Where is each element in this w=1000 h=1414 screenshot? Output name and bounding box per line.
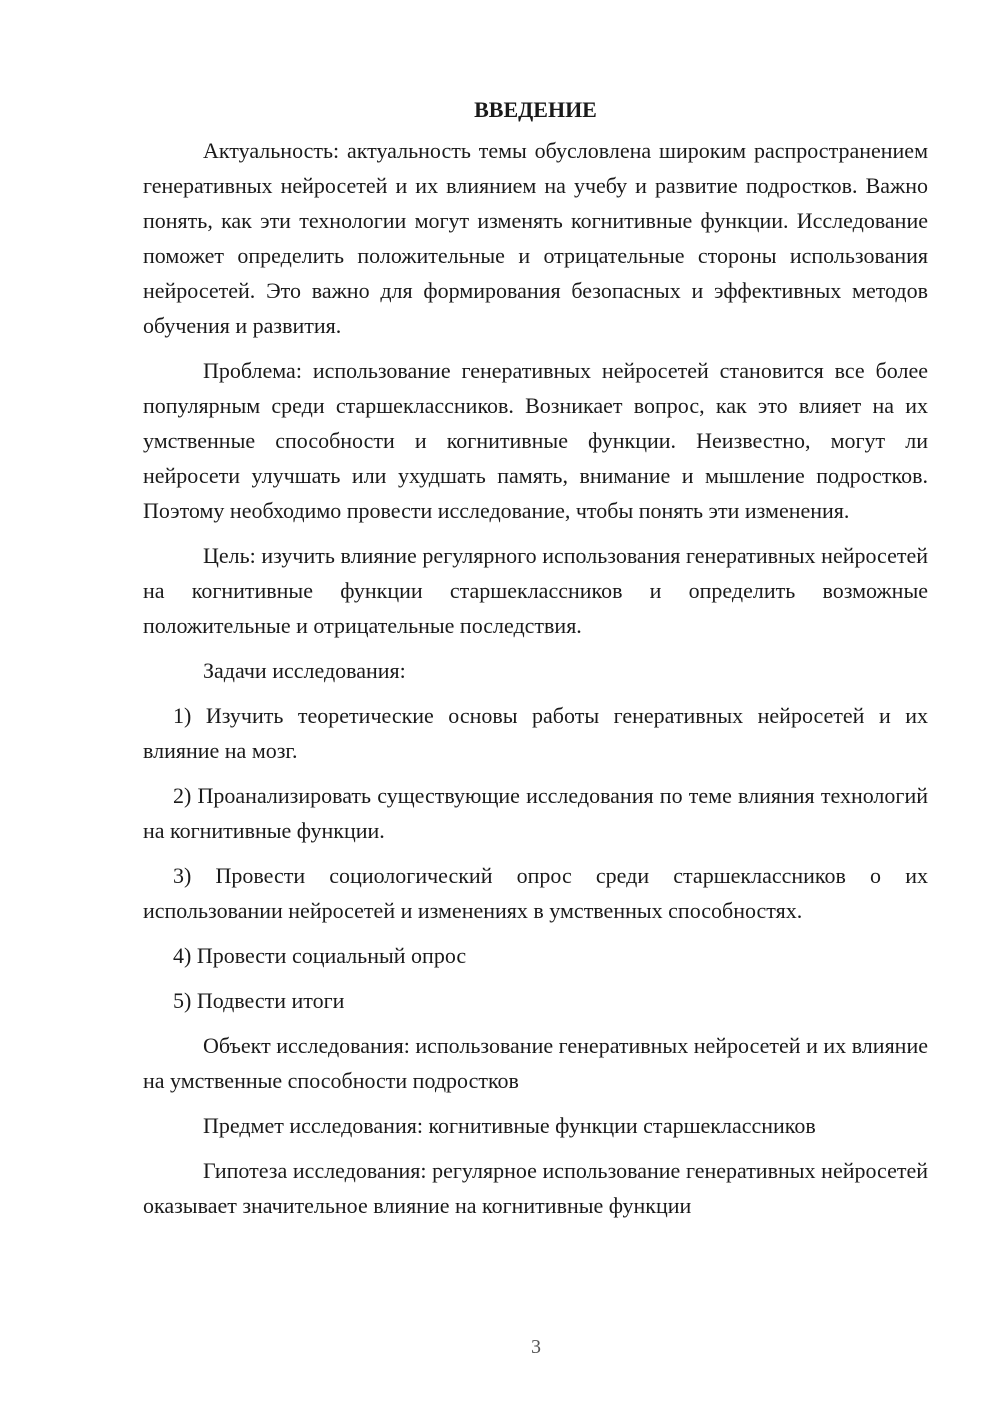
task-item-2: 2) Проанализировать существующие исследования по теме влияния технологий на когнитивные функции. (143, 783, 928, 843)
paragraph-tasks-title: Задачи исследования: (203, 658, 406, 683)
task-item-4: 4) Провести социальный опрос (173, 943, 467, 968)
paragraph-problem: Проблема: использование генеративных нейросетей становится все более популярным среди старшеклассников. Возникает вопрос, как это влияет на их умственные способности и когнитивные функции. Неизвестно, могут ли нейросети улучшать или ухудшать память, внимание и мышление подростков. Поэтому необходимо провести исследование, чтобы понять эти изменения. (143, 358, 928, 523)
paragraph-hypothesis: Гипотеза исследования: регулярное использование генеративных нейросетей оказывает значительное влияние на когнитивные функции (143, 1158, 928, 1218)
page-title: ВВЕДЕНИЕ (474, 97, 597, 122)
task-item-5: 5) Подвести итоги (173, 988, 345, 1013)
page-number: 3 (531, 1336, 541, 1358)
paragraph-relevance: Актуальность: актуальность темы обусловлена широким распространением генеративных нейросетей и их влиянием на учебу и развитие подростков. Важно понять, как эти технологии могут изменять когнитивные функции. Исследование поможет определить положительные и отрицательные стороны использования нейросетей. Это важно для формирования безопасных и эффективных методов обучения и развития. (143, 138, 928, 338)
paragraph-goal: Цель: изучить влияние регулярного использования генеративных нейросетей на когнитивные функции старшеклассников и определить возможные положительные и отрицательные последствия. (143, 543, 928, 638)
page-content (143, 92, 928, 1233)
task-item-1: 1) Изучить теоретические основы работы генеративных нейросетей и их влияние на мозг. (143, 703, 928, 763)
paragraph-subject: Предмет исследования: когнитивные функции старшеклассников (203, 1113, 816, 1138)
task-item-3: 3) Провести социологический опрос среди старшеклассников о их использовании нейросетей и изменениях в умственных способностях. (143, 863, 928, 923)
paragraph-object: Объект исследования: использование генеративных нейросетей и их влияние на умственные способности подростков (143, 1033, 928, 1093)
